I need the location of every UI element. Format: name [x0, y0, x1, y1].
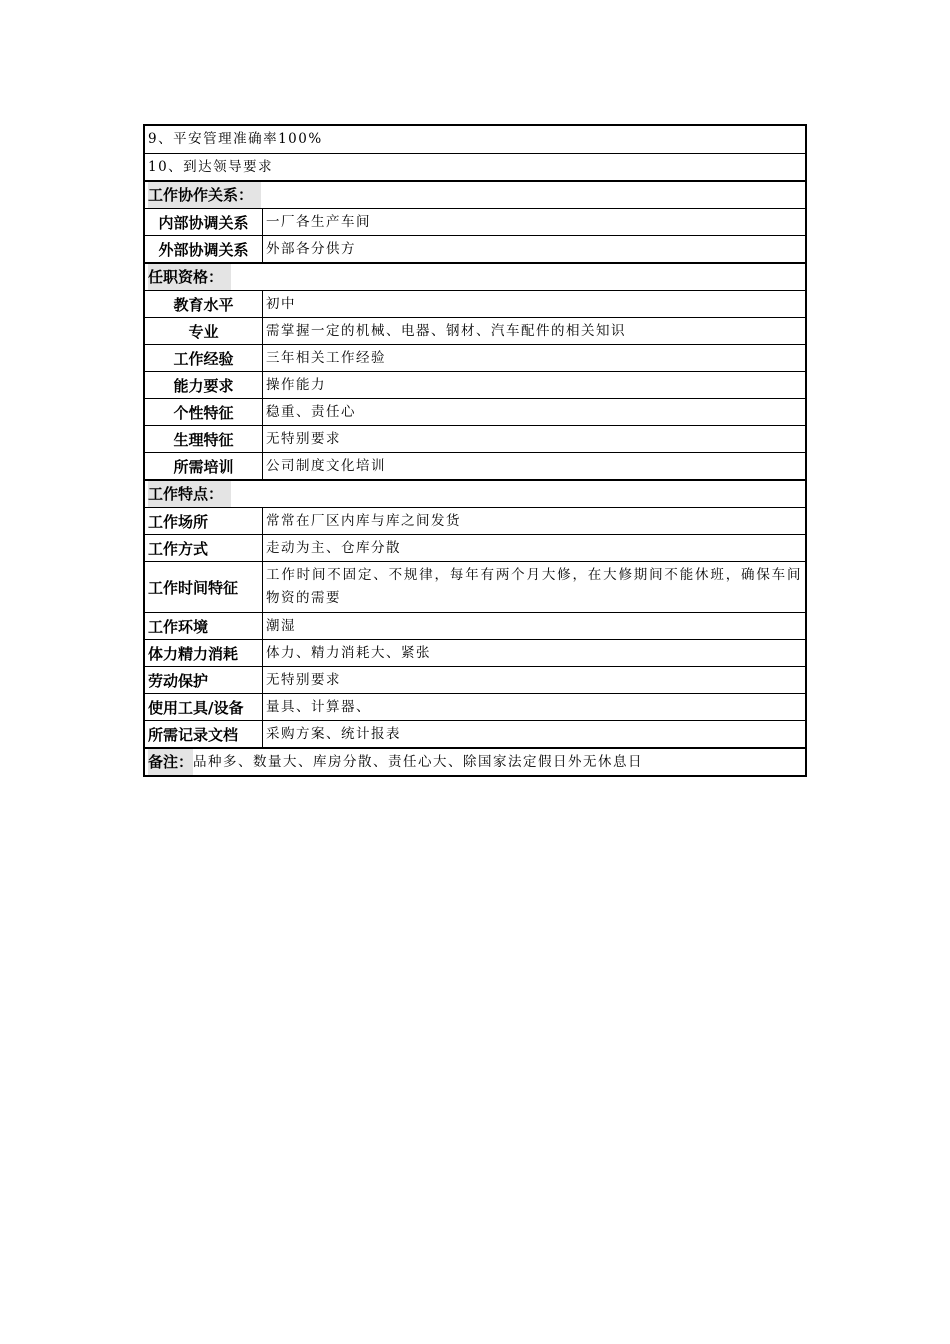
- characteristics-row-documents: [145, 720, 805, 747]
- qualification-row-training: [145, 452, 805, 479]
- cooperation-value-internal: 一厂各生产车间: [266, 214, 371, 230]
- qualification-label-training: 所需培训: [145, 453, 263, 479]
- characteristics-row-mode: [145, 534, 805, 561]
- qualification-label-major: 专业: [145, 318, 263, 344]
- cooperation-section-header: [145, 180, 805, 208]
- qualification-row-education: [145, 290, 805, 317]
- performance-item-9-text: 9、平安管理准确率100%: [148, 131, 323, 147]
- cooperation-row-internal: [145, 208, 805, 235]
- qualification-value-ability: 操作能力: [266, 377, 326, 393]
- qualification-label-experience: 工作经验: [145, 345, 263, 371]
- qualification-row-personality: [145, 398, 805, 425]
- cooperation-label-internal: 内部协调关系: [145, 209, 263, 235]
- characteristics-value-mode: 走动为主、仓库分散: [266, 540, 401, 556]
- remarks-row: [145, 747, 805, 775]
- qualification-row-ability: [145, 371, 805, 398]
- qualification-section-title: 任职资格：: [148, 264, 231, 290]
- cooperation-value-external: 外部各分供方: [266, 241, 356, 257]
- qualification-value-education: 初中: [266, 296, 296, 312]
- characteristics-row-schedule: [145, 561, 805, 612]
- characteristics-value-protection: 无特别要求: [266, 672, 341, 688]
- remarks-text: 品种多、数量大、库房分散、责任心大、除国家法定假日外无休息日: [193, 754, 644, 770]
- qualification-row-experience: [145, 344, 805, 371]
- cooperation-row-external: [145, 235, 805, 262]
- characteristics-label-energy: 体力精力消耗: [145, 640, 263, 666]
- qualification-value-training: 公司制度文化培训: [266, 458, 386, 474]
- qualification-label-ability: 能力要求: [145, 372, 263, 398]
- cooperation-section-title: 工作协作关系：: [148, 182, 261, 208]
- cooperation-label-external: 外部协调关系: [145, 236, 263, 262]
- performance-item-9: [145, 126, 805, 153]
- characteristics-value-tools: 量具、计算器、: [266, 699, 371, 715]
- qualification-section-header: [145, 262, 805, 290]
- characteristics-label-tools: 使用工具/设备: [145, 694, 263, 720]
- characteristics-value-schedule: 工作时间不固定、不规律，每年有两个月大修，在大修期间不能休班，确保车间物资的需要: [266, 567, 802, 606]
- performance-item-10-text: 10、到达领导要求: [148, 159, 274, 175]
- characteristics-label-schedule: 工作时间特征: [145, 562, 263, 612]
- characteristics-row-environment: [145, 612, 805, 639]
- characteristics-label-documents: 所需记录文档: [145, 721, 263, 747]
- characteristics-label-location: 工作场所: [145, 508, 263, 534]
- characteristics-row-energy: [145, 639, 805, 666]
- remarks-label: 备注：: [148, 749, 193, 775]
- performance-item-10: [145, 153, 805, 180]
- qualification-row-major: [145, 317, 805, 344]
- characteristics-row-protection: [145, 666, 805, 693]
- qualification-value-physical: 无特别要求: [266, 431, 341, 447]
- characteristics-row-location: [145, 507, 805, 534]
- characteristics-value-location: 常常在厂区内库与库之间发货: [266, 513, 461, 529]
- job-description-table: [143, 124, 807, 777]
- characteristics-section-header: [145, 479, 805, 507]
- qualification-value-personality: 稳重、责任心: [266, 404, 356, 420]
- characteristics-label-protection: 劳动保护: [145, 667, 263, 693]
- qualification-label-physical: 生理特征: [145, 426, 263, 452]
- qualification-value-experience: 三年相关工作经验: [266, 350, 386, 366]
- characteristics-value-environment: 潮湿: [266, 618, 296, 634]
- characteristics-label-environment: 工作环境: [145, 613, 263, 639]
- characteristics-label-mode: 工作方式: [145, 535, 263, 561]
- qualification-value-major: 需掌握一定的机械、电器、钢材、汽车配件的相关知识: [266, 323, 626, 339]
- qualification-row-physical: [145, 425, 805, 452]
- characteristics-section-title: 工作特点：: [148, 481, 231, 507]
- characteristics-value-documents: 采购方案、统计报表: [266, 726, 401, 742]
- qualification-label-personality: 个性特征: [145, 399, 263, 425]
- characteristics-value-energy: 体力、精力消耗大、紧张: [266, 645, 431, 661]
- characteristics-row-tools: [145, 693, 805, 720]
- qualification-label-education: 教育水平: [145, 291, 263, 317]
